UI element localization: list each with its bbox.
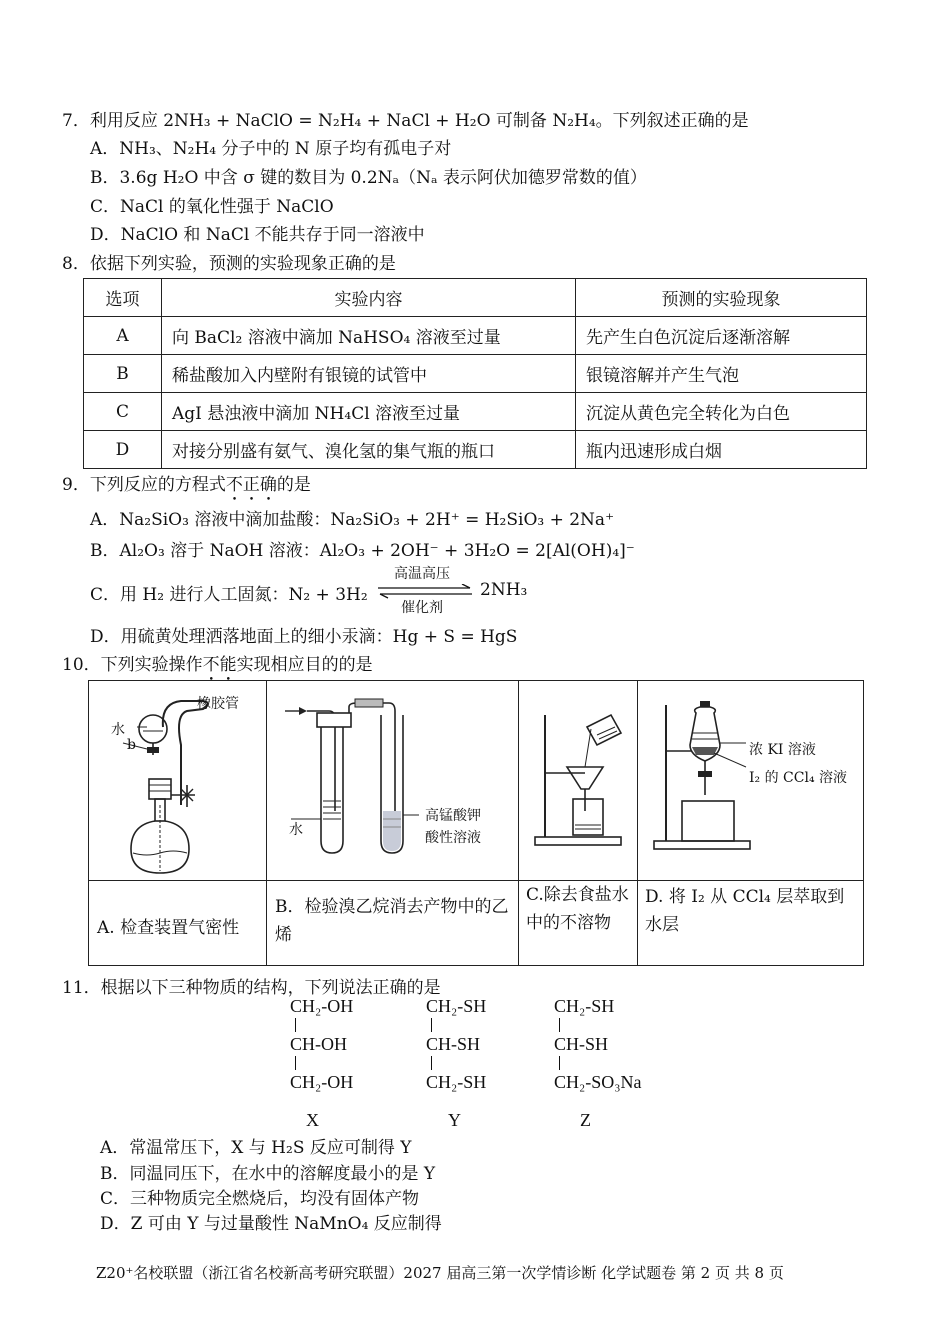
table-header-row	[84, 279, 867, 317]
q9-option-c-right: 2NH₃	[480, 580, 528, 600]
table-cell: 沉淀从黄色完全转化为白色	[576, 393, 867, 431]
structure-y-line3: CH₂-SH	[426, 1072, 487, 1092]
table-row	[84, 431, 867, 469]
label-kmno4-line1: 高锰酸钾	[425, 808, 481, 824]
q10-stem-post: 实现相应目的的是	[236, 655, 373, 675]
table-row	[84, 393, 867, 431]
label-ccl4-solution: I₂ 的 CCl₄ 溶液	[749, 770, 848, 786]
table-header-cell: 选项	[84, 279, 162, 317]
table-cell: 稀盐酸加入内壁附有银镜的试管中	[162, 355, 576, 393]
structure-x-name: X	[306, 1110, 319, 1130]
q11-option-b: B．同温同压下，在水中的溶解度最小的是 Y	[100, 1164, 436, 1184]
structure-z-line2: CH-SH	[554, 1034, 609, 1054]
q10-caption-c: C.除去食盐水中的不溶物	[526, 885, 629, 933]
structure-y-name: Y	[448, 1110, 461, 1130]
structure-x-line2: CH-OH	[290, 1034, 347, 1054]
table-cell: 对接分别盛有氨气、溴化氢的集气瓶的瓶口	[162, 431, 576, 469]
q9-option-b: B．Al₂O₃ 溶于 NaOH 溶液：Al₂O₃ + 2OH⁻ + 3H₂O = 2[Al(OH)₄]⁻	[90, 541, 635, 561]
structure-x-line1: CH₂-OH	[290, 996, 354, 1016]
q10-caption-a: A. 检查装置气密性	[97, 918, 240, 938]
table-cell: C	[84, 393, 162, 431]
table-cell: B	[84, 355, 162, 393]
q7-option-a: A．NH₃、N₂H₄ 分子中的 N 原子均有孤电子对	[90, 139, 452, 159]
table-cell: 先产生白色沉淀后逐渐溶解	[576, 317, 867, 355]
label-kmno4-line2: 酸性溶液	[425, 830, 481, 846]
q11-option-a: A．常温常压下，X 与 H₂S 反应可制得 Y	[100, 1138, 412, 1158]
q7-option-c: C．NaCl 的氧化性强于 NaClO	[90, 197, 334, 217]
q9-stem-post: 的是	[276, 475, 311, 495]
table-row	[84, 317, 867, 355]
q11-option-c: C．三种物质完全燃烧后，均没有固体产物	[100, 1189, 420, 1209]
table-row	[84, 355, 867, 393]
q7-option-b: B．3.6g H₂O 中含 σ 键的数目为 0.2Nₐ（Nₐ 表示阿伏加德罗常数的值）	[90, 168, 647, 188]
structure-z-name: Z	[580, 1110, 591, 1130]
q10-caption-b: B．检验溴乙烷消去产物中的乙烯	[275, 897, 509, 945]
label-b: b	[127, 737, 136, 753]
q9-condition-top: 高温高压	[394, 566, 450, 582]
label-rubber-tube: 橡胶管	[197, 696, 239, 712]
table-cell: 瓶内迅速形成白烟	[576, 431, 867, 469]
q7-stem: 7．利用反应 2NH₃ + NaClO = N₂H₄ + NaCl + H₂O 可制备 N₂H₄。下列叙述正确的是	[62, 111, 749, 131]
ethylene-test-apparatus-icon	[269, 691, 515, 877]
q9-option-d: D．用硫黄处理洒落地面上的细小汞滴：Hg + S = HgS	[90, 627, 518, 647]
q9-option-a: A．Na₂SiO₃ 溶液中滴加盐酸：Na₂SiO₃ + 2H⁺ = H₂SiO₃ + 2Na⁺	[90, 510, 615, 530]
structure-z-line3: CH₂-SO₃Na	[554, 1072, 642, 1092]
q8-stem: 8．依据下列实验，预测的实验现象正确的是	[62, 254, 396, 274]
table-cell: A	[84, 317, 162, 355]
q10-stem-emphasis: 不能	[202, 655, 237, 675]
structure-y-line2: CH-SH	[426, 1034, 481, 1054]
label-water-b: 水	[289, 822, 303, 838]
q11-option-d: D．Z 可由 Y 与过量酸性 NaMnO₄ 反应制得	[100, 1214, 442, 1234]
table-cell: 向 BaCl₂ 溶液中滴加 NaHSO₄ 溶液至过量	[162, 317, 576, 355]
q9-option-c-left: C．用 H₂ 进行人工固氮：N₂ + 3H₂	[90, 585, 368, 605]
structure-z-line1: CH₂-SH	[554, 996, 615, 1016]
structure-x-line3: CH₂-OH	[290, 1072, 354, 1092]
airtightness-apparatus-icon	[91, 685, 265, 879]
table-cell: D	[84, 431, 162, 469]
q9-stem	[62, 470, 311, 505]
table-cell: AgI 悬浊液中滴加 NH₄Cl 溶液至过量	[162, 393, 576, 431]
table-header-cell: 实验内容	[162, 279, 576, 317]
page-footer: Z20⁺名校联盟（浙江省名校新高考研究联盟）2027 届高三第一次学情诊断 化学试题卷 第 2 页 共 8 页	[96, 1264, 784, 1282]
structure-y-line1: CH₂-SH	[426, 996, 487, 1016]
q10-caption-d: D. 将 I₂ 从 CCl₄ 层萃取到水层	[645, 887, 845, 935]
q10-figure-table	[88, 680, 864, 966]
q9-stem-emphasis: 不正确	[225, 475, 277, 495]
q11-stem: 11．根据以下三种物质的结构，下列说法正确的是	[62, 978, 441, 998]
label-ki-solution: 浓 KI 溶液	[749, 742, 816, 758]
q7-option-d: D．NaClO 和 NaCl 不能共存于同一溶液中	[90, 225, 425, 245]
q9-condition-bottom: 催化剂	[401, 600, 443, 616]
label-water-a: 水	[111, 722, 125, 738]
q8-table	[83, 278, 867, 469]
filtration-apparatus-icon	[521, 701, 635, 877]
table-header-cell: 预测的实验现象	[576, 279, 867, 317]
q10-stem-pre: 10．下列实验操作	[62, 655, 203, 675]
q9-stem-pre: 9．下列反应的方程式	[62, 475, 226, 495]
table-cell: 银镜溶解并产生气泡	[576, 355, 867, 393]
